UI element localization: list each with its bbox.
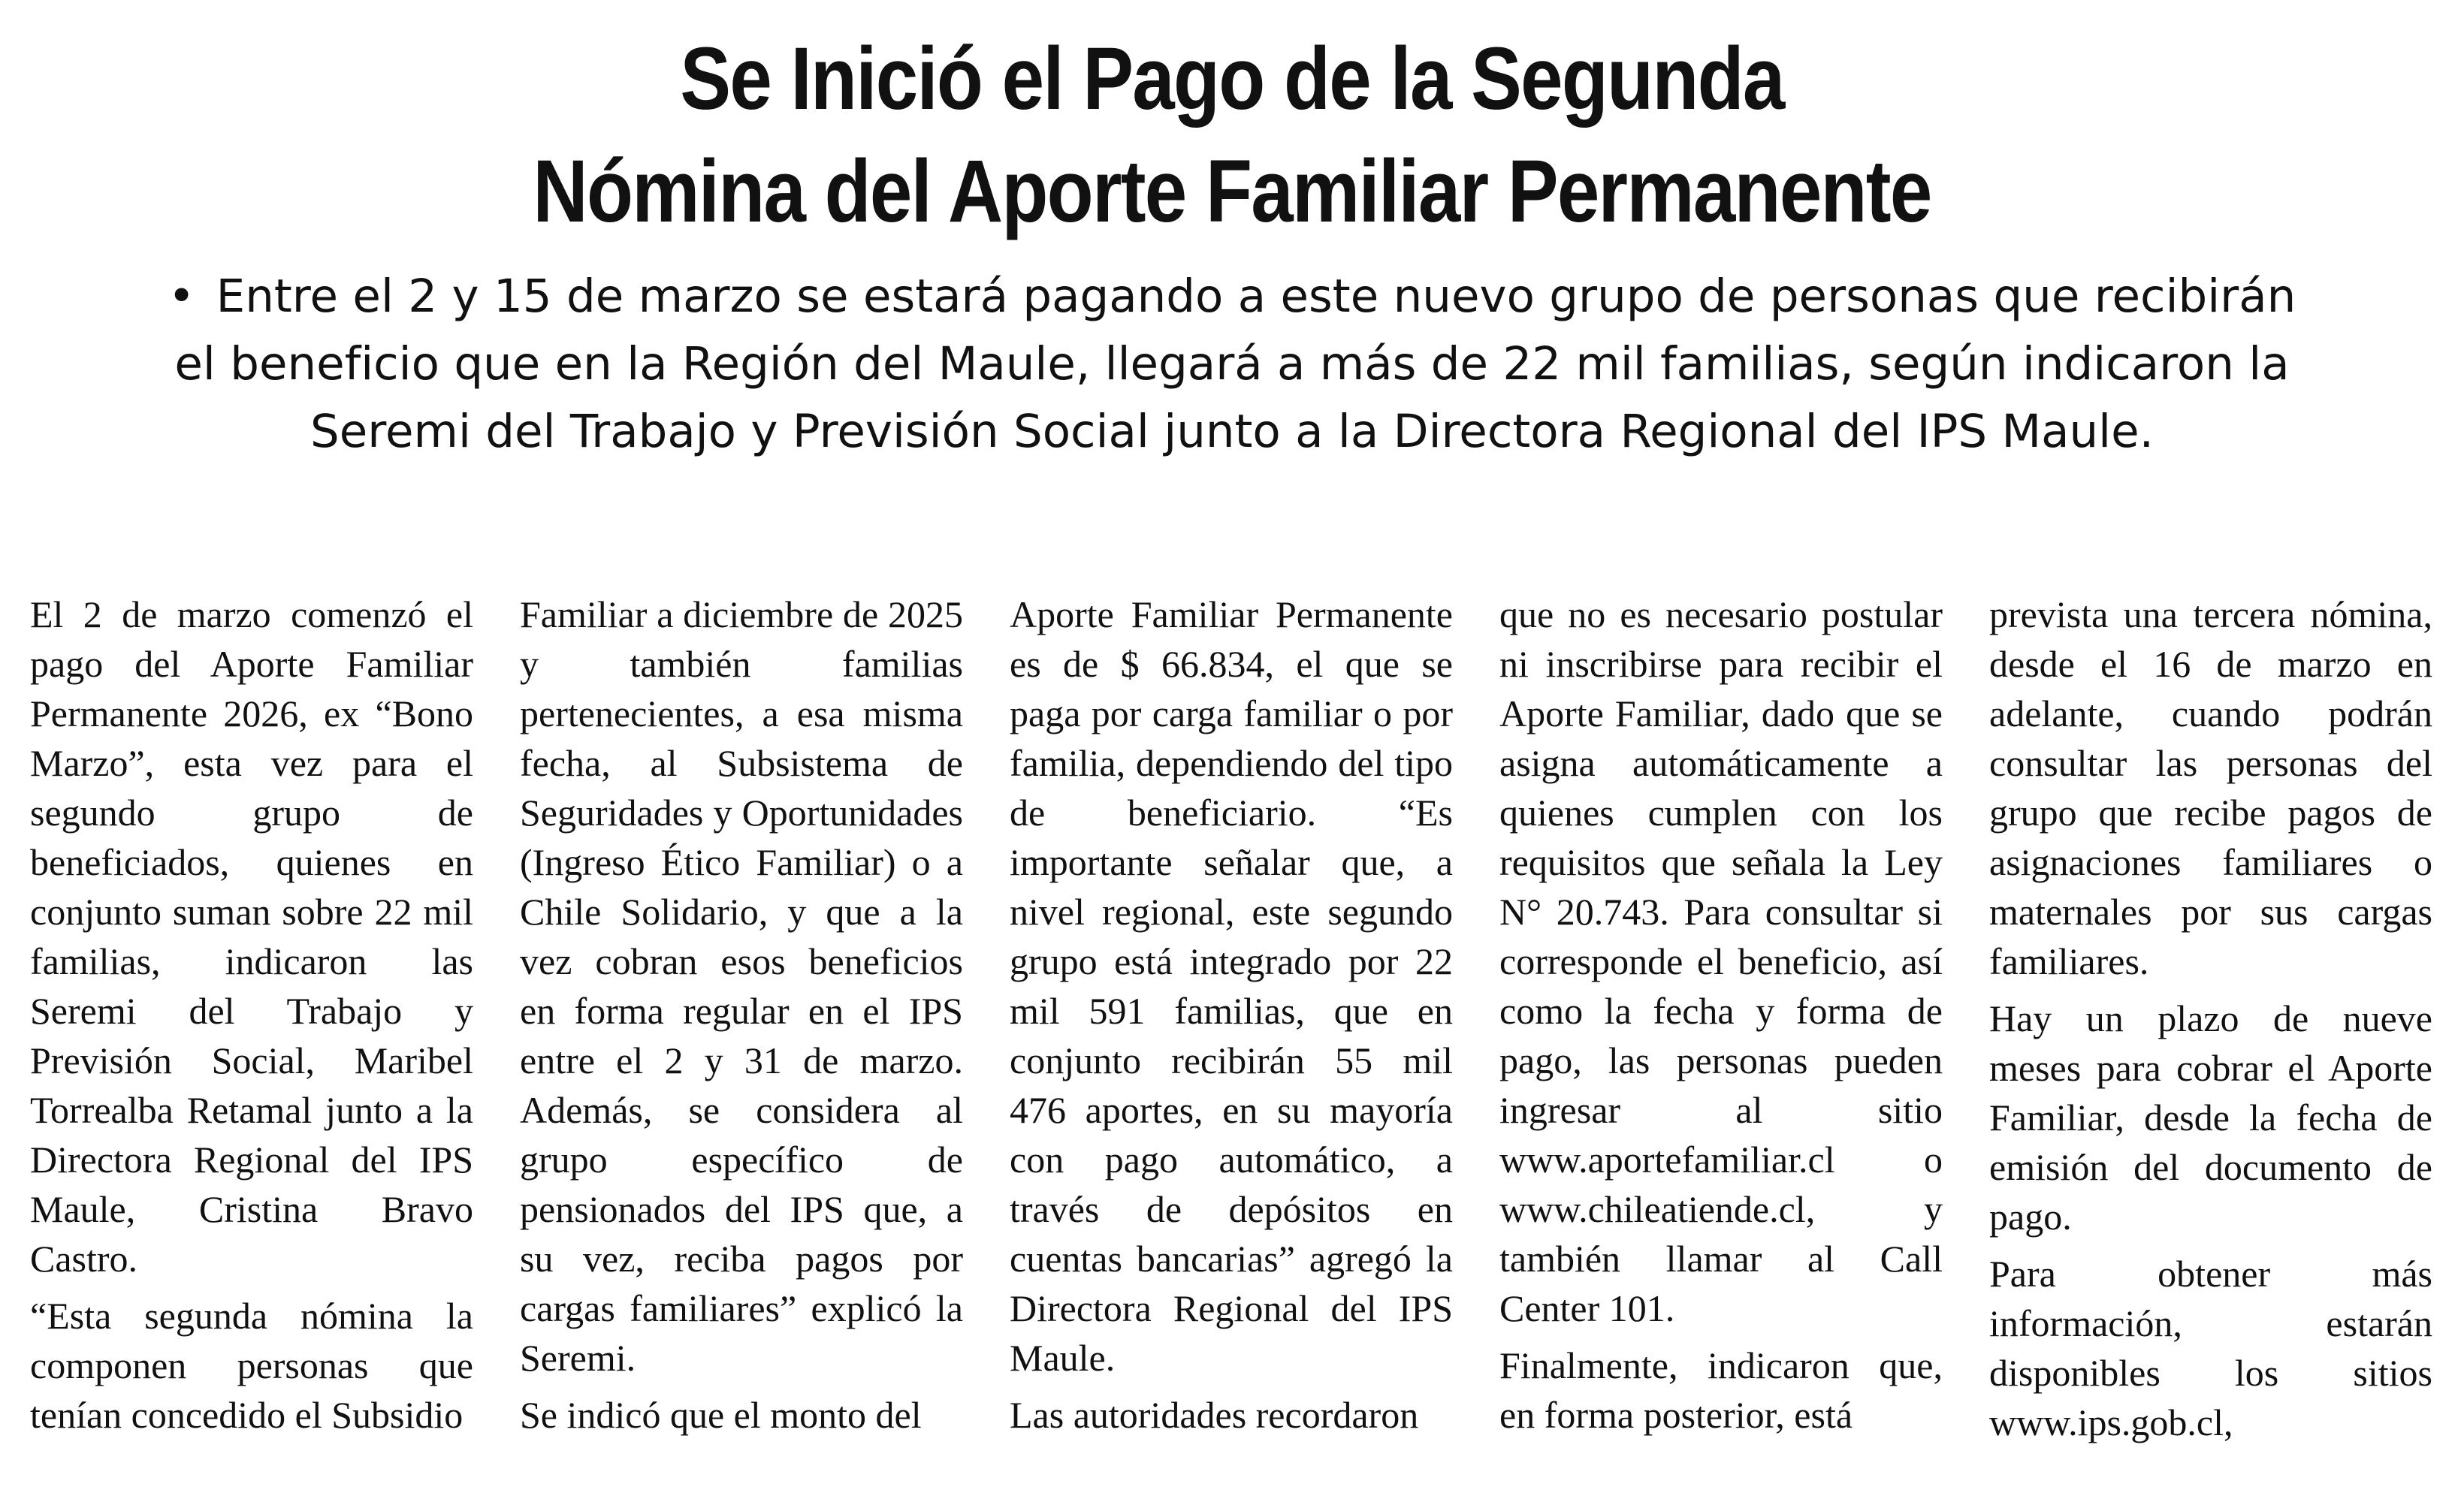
body-paragraph-2-cont: Familiar a diciembre de 2025 y también familias pertenecientes, a esa misma fecha, al Subsistema de Seguridades y Oportunidades (Ingreso Ético Familiar) o a Chile Solidario, y que a la vez cobran esos beneficios en forma regular en el IPS entre el 2 y 31 de marzo. Además, se considera al grupo específico de pensionados del IPS que, a su vez, reciba pagos por cargas familiares” explicó la Seremi. — [520, 593, 963, 1379]
body-paragraph-5: Finalmente, indicaron que, en forma posterior, está — [1499, 1344, 1943, 1436]
article-column-5 — [1989, 590, 2432, 1491]
body-paragraph-6: Hay un plazo de nueve meses para cobrar el Aporte Familiar, desde la fecha de emisión del documento de pago. — [1989, 997, 2432, 1238]
headline-line-1: Se Inició el Pago de la Segunda — [680, 29, 1784, 128]
article-column-4 — [1499, 590, 1943, 1491]
article-column-2 — [520, 590, 963, 1491]
article-column-3 — [1010, 590, 1453, 1491]
article-deck — [150, 263, 2314, 466]
article-headline — [173, 23, 2292, 248]
deck-bullet-icon: • — [168, 270, 195, 323]
body-paragraph-1: El 2 de marzo comenzó el pago del Aporte Familiar Permanente 2026, ex “Bono Marzo”, esta vez para el segundo grupo de beneficiados, quienes en conjunto suman sobre 22 mil familias, indicaron las Seremi del Trabajo y Previsión Social, Maribel Torrealba Retamal junto a la Directora Regional del IPS Maule, Cristina Bravo Castro. — [30, 593, 473, 1280]
body-paragraph-4: Las autoridades recordaron — [1010, 1394, 1419, 1436]
body-paragraph-4-cont: que no es necesario postular ni inscribirse para recibir el Aporte Familiar, dado que se asigna automáticamente a quienes cumplen con los requisitos que señala la Ley N° 20.743. Para consultar si corresponde el beneficio, así como la fecha y forma de pago, las personas pueden ingresar al sitio www.aportefamiliar.cl o www.chileatiende.cl, y también llamar al Call Center 101. — [1499, 593, 1943, 1329]
article-column-1 — [30, 590, 473, 1491]
article-body — [30, 590, 2434, 1491]
body-paragraph-7: Para obtener más información, estarán disponibles los sitios www.ips.gob.cl, — [1989, 1253, 2432, 1443]
deck-text: Entre el 2 y 15 de marzo se estará pagando a este nuevo grupo de personas que recibirán el beneficio que en la Región del Maule, llegará a más de 22 mil familias, según indicaron la Seremi del Trabajo y Previsión Social junto a la Directora Regional del IPS Maule. — [174, 270, 2296, 458]
headline-line-2: Nómina del Aporte Familiar Permanente — [533, 142, 1931, 241]
body-paragraph-5-cont: prevista una tercera nómina, desde el 16 de marzo en adelante, cuando podrán consultar las personas del grupo que recibe pagos de asignaciones familiares o maternales por sus cargas familiares. — [1989, 593, 2432, 982]
body-paragraph-3: Se indicó que el monto del — [520, 1394, 922, 1436]
body-paragraph-2: “Esta segunda nómina la componen personas que tenían concedido el Subsidio — [30, 1295, 473, 1436]
body-paragraph-3-cont: Aporte Familiar Permanente es de $ 66.834, el que se paga por carga familiar o por familia, dependiendo del tipo de beneficiario. “Es importante señalar que, a nivel regional, este segundo grupo está integrado por 22 mil 591 familias, que en conjunto recibirán 55 mil 476 aportes, en su mayoría con pago automático, a través de depósitos en cuentas bancarias” agregó la Directora Regional del IPS Maule. — [1010, 593, 1453, 1379]
